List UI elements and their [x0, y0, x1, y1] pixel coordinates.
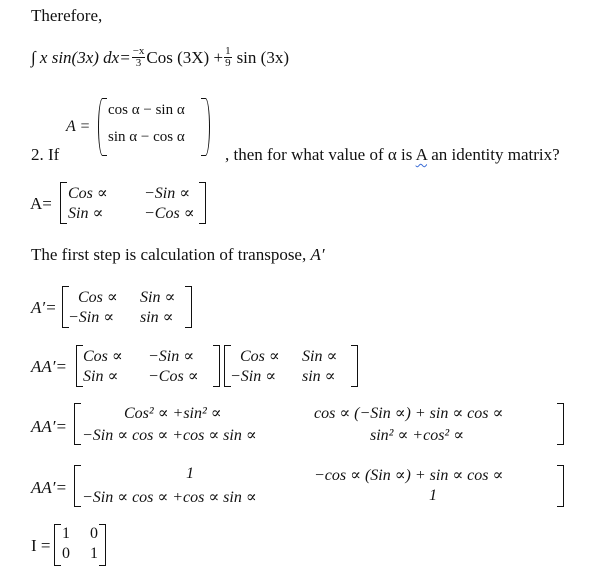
identity-r2c2: 1 — [90, 545, 98, 562]
left-bracket — [76, 345, 83, 387]
product1-label: AA′= — [31, 357, 67, 376]
fraction-denominator: 9 — [225, 57, 231, 69]
product3-r1c2: −cos ∝ (Sin ∝) + sin ∝ cos ∝ — [314, 467, 504, 484]
matrix-a-r1c2: −Sin ∝ — [144, 185, 191, 202]
identity-r2c1: 0 — [62, 545, 70, 562]
product3-r2c2: 1 — [429, 487, 437, 504]
fraction-denominator: 3 — [135, 57, 142, 69]
matrix-a-equals: A= — [30, 194, 52, 213]
therefore-text: Therefore, — [31, 6, 103, 25]
product2-r2c2: sin² ∝ +cos² ∝ — [370, 427, 465, 444]
left-bracket — [60, 182, 67, 224]
right-bracket — [351, 345, 358, 387]
question-matrix-label — [66, 118, 90, 136]
first-step-text — [31, 245, 325, 265]
question-number: 2. If — [31, 145, 60, 164]
identity-matrix — [54, 524, 106, 566]
product2-r1c2: cos ∝ (−Sin ∝) + sin ∝ cos ∝ — [314, 405, 504, 422]
matrix-a-r1c1: Cos ∝ — [68, 185, 108, 202]
question-matrix-row-2: sin α − cos α — [108, 129, 185, 145]
product2-r2c1: −Sin ∝ cos ∝ +cos ∝ sin ∝ — [82, 427, 257, 444]
left-bracket — [54, 524, 61, 566]
transpose-matrix — [62, 286, 192, 328]
question-text-after: an identity matrix? — [431, 145, 560, 164]
question-text-a: A — [415, 145, 428, 164]
right-bracket — [213, 345, 220, 387]
fraction-neg-x-over-3 — [132, 46, 146, 69]
left-paren — [98, 98, 107, 156]
matrix-a-r2c2: −Cos ∝ — [144, 205, 195, 222]
right-bracket — [557, 465, 564, 507]
left-bracket — [74, 465, 81, 507]
product1-b11: Cos ∝ — [240, 348, 280, 365]
product3-matrix — [74, 465, 564, 507]
transpose-r2c2: sin ∝ — [140, 309, 174, 326]
transpose-r1c1: Cos ∝ — [78, 289, 118, 306]
product1-a12: −Sin ∝ — [148, 348, 195, 365]
product3-r1c1: 1 — [186, 465, 194, 482]
integral-term-1: Cos (3X) + — [146, 47, 224, 67]
matrix-a-label: A = — [66, 118, 91, 135]
right-bracket — [557, 403, 564, 445]
first-step-symbol: A′ — [310, 245, 325, 264]
first-step-sentence: The first step is calculation of transpose, — [31, 245, 307, 264]
matrix-a-r2c1: Sin ∝ — [68, 205, 104, 222]
left-bracket — [74, 403, 81, 445]
product1-a21: Sin ∝ — [83, 368, 119, 385]
fraction-numerator: −x — [132, 45, 145, 57]
question-text-before: , then for what value of α is — [225, 145, 413, 164]
question-text — [225, 145, 560, 165]
product3-r2c1: −Sin ∝ cos ∝ +cos ∝ sin ∝ — [82, 489, 257, 506]
fraction-numerator: 1 — [225, 45, 231, 57]
product1-matrix-b — [224, 345, 358, 387]
right-bracket — [99, 524, 106, 566]
integral-equation — [31, 46, 289, 69]
right-bracket — [199, 182, 206, 224]
right-bracket — [185, 286, 192, 328]
identity-r1c2: 0 — [90, 525, 98, 542]
identity-r1c1: 1 — [62, 525, 70, 542]
product1-matrix-a — [76, 345, 220, 387]
fraction-1-over-9 — [224, 46, 232, 69]
integral-term-2: sin (3x) — [236, 47, 289, 67]
product3-label: AA′= — [31, 478, 67, 497]
transpose-r1c2: Sin ∝ — [140, 289, 176, 306]
question-matrix — [98, 98, 210, 156]
product1-a11: Cos ∝ — [83, 348, 123, 365]
product1-b21: −Sin ∝ — [230, 368, 277, 385]
integral-lhs: ∫ x sin(3x) dx= — [31, 47, 131, 67]
identity-label: I = — [31, 536, 51, 555]
product2-r1c1: Cos² ∝ +sin² ∝ — [124, 405, 222, 422]
matrix-a — [60, 182, 206, 224]
product1-a22: −Cos ∝ — [148, 368, 199, 385]
question-matrix-row-1: cos α − sin α — [108, 102, 185, 118]
transpose-label: A′= — [31, 298, 57, 317]
product1-b12: Sin ∝ — [302, 348, 338, 365]
transpose-r2c1: −Sin ∝ — [68, 309, 115, 326]
product2-label: AA′= — [31, 417, 67, 436]
product2-matrix — [74, 403, 564, 445]
right-paren — [201, 98, 210, 156]
product1-b22: sin ∝ — [302, 368, 336, 385]
